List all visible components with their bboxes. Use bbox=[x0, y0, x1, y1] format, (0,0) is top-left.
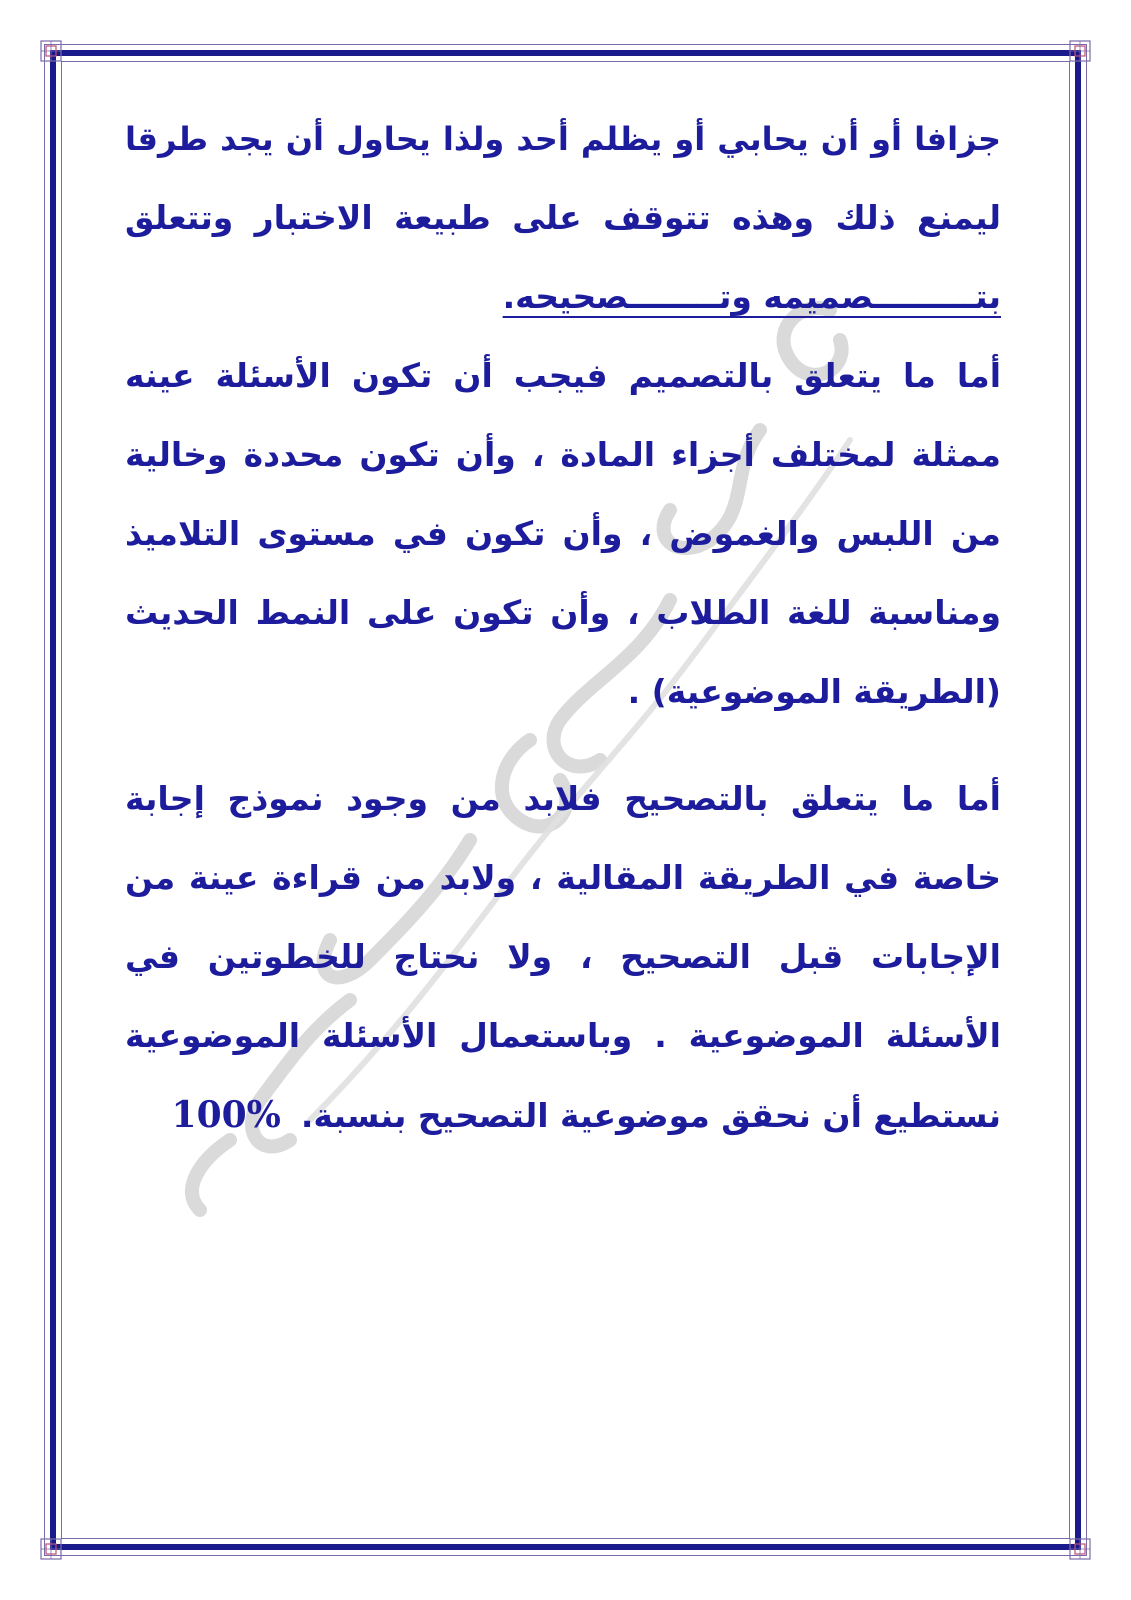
text-line: ممثلة لمختلف أجزاء المادة ، وأن تكون محددة وخالية bbox=[125, 435, 1001, 474]
ornament-corner-icon bbox=[40, 40, 62, 62]
percentage-value: 100% bbox=[171, 1094, 281, 1136]
text-line: من اللبس والغموض ، وأن تكون في مستوى التلاميذ bbox=[125, 514, 1001, 553]
ornament-corner-icon bbox=[1069, 40, 1091, 62]
text-line: بتـــــــــصميمه وتــــــــصحيحه. bbox=[502, 277, 1001, 316]
text-line: ليمنع ذلك وهذه تتوقف على طبيعة الاختبار وتتعلق bbox=[125, 198, 1001, 237]
ornament-corner-icon bbox=[40, 1538, 62, 1560]
text-line: خاصة في الطريقة المقالية ، ولابد من قراءة عينة من bbox=[125, 858, 1001, 897]
paragraph-gap bbox=[125, 740, 1001, 768]
ornament-corner-icon bbox=[1069, 1538, 1091, 1560]
text-line: أما ما يتعلق بالتصحيح فلابد من وجود نموذج إجابة bbox=[125, 779, 1001, 818]
text-line: نستطيع أن نحقق موضوعية التصحيح بنسبة.100% bbox=[171, 1094, 1001, 1136]
text-line: ومناسبة للغة الطلاب ، وأن تكون على النمط الحديث bbox=[125, 593, 1001, 632]
text-line: الأسئلة الموضوعية . وباستعمال الأسئلة الموضوعية bbox=[125, 1016, 1001, 1055]
text-line: جزافا أو أن يحابي أو يظلم أحد ولذا يحاول أن يجد طرقا bbox=[125, 120, 1001, 158]
text-line: الإجابات قبل التصحيح ، ولا نحتاج للخطوتين في bbox=[125, 937, 1001, 976]
text-line: (الطريقة الموضوعية) . bbox=[627, 672, 1001, 711]
text-line: أما ما يتعلق بالتصميم فيجب أن تكون الأسئلة عينه bbox=[125, 356, 1001, 395]
document-body bbox=[125, 108, 1001, 1163]
